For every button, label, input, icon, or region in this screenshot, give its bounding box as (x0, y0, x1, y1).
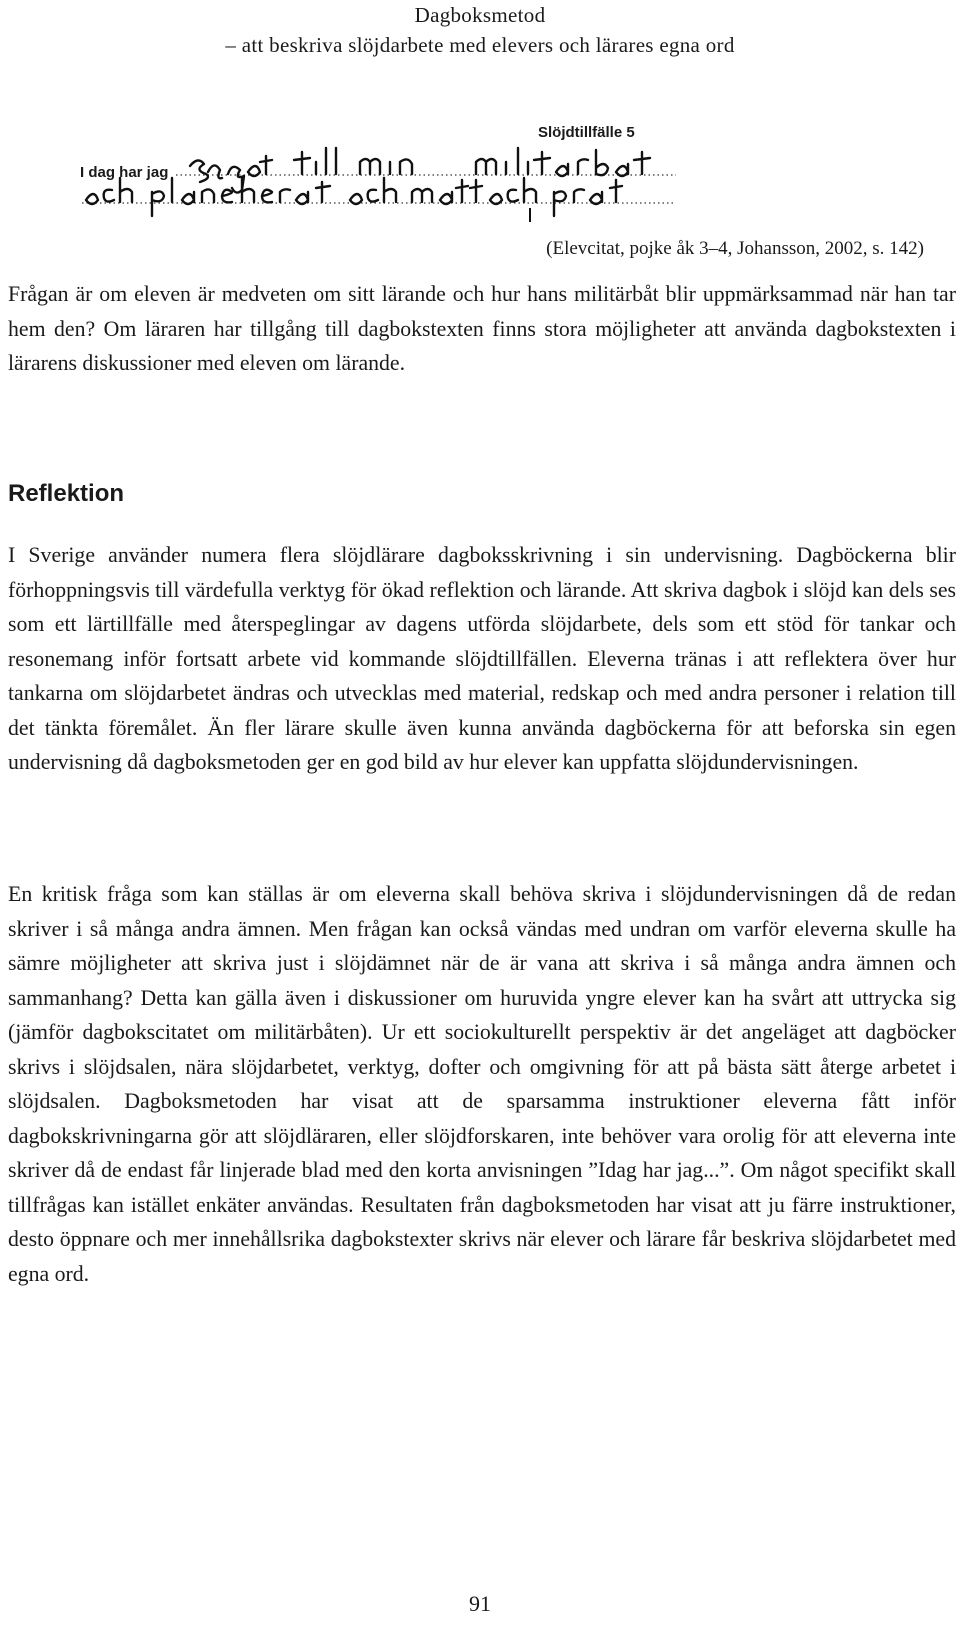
figure-caption: (Elevcitat, pojke åk 3–4, Johansson, 2002, s. 142) (546, 238, 924, 259)
body-paragraph-critical-question: En kritisk fråga som kan ställas är om eleverna skall behöva skriva i slöjdundervisningen då de redan skriver i så många andra ämnen. Men frågan kan också vändas med undran om varför eleverna skulle ha sämre möjligheter att skriva just i slöjdämnet när de är vana att skriva i så många andra ämnen och sammanhang? Detta kan gälla även i diskussioner om huruvida yngre elever kan ha svårt att uttrycka sig (jämför dagbokscitatet om militärbåten). Ur ett sociokulturellt perspektiv är det angeläget att dagböcker skrivs i slöjdsalen, nära slöjdarbetet, verktyg, dofter och omgivning för att på bästa sätt återge arbetet i slöjdsalen. Dagboksmetoden har visat att de sparsamma instruktioner eleverna fått inför dagbokskrivningarna gör att slöjdläraren, eller slöjdforskaren, inte behöver vara orolig för att eleverna inte skriver då de endast får linjerade blad med den korta anvisningen ”Idag har jag...”. Om något specifikt skall tillfrågas kan istället enkäter användas. Resultaten från dagboksmetoden har visat att ju färre instruktioner, desto öppnare och mer innehållsrika dagbokstexter skrivs när elever och lärare får beskriva slöjdarbetet med egna ord. (8, 882, 956, 1286)
page-number: 91 (469, 1591, 491, 1616)
section-heading: Reflektion (8, 480, 125, 507)
running-header-title: Dagboksmetod (414, 3, 546, 27)
body-paragraph-intro: Frågan är om eleven är medveten om sitt lärande och hur hans militärbåt blir uppmärksammad när han tar hem den? Om läraren har tillgång till dagbokstexten finns stora möjligheter att använda dagbokstexten i lärarens diskussioner med eleven om lärande. (8, 282, 956, 375)
body-paragraph-reflektion: I Sverige använder numera flera slöjdlärare dagboksskrivning i sin undervisning. Dagböckerna blir förhoppningsvis till värdefulla verktyg för ökad reflektion och lärande. Att skriva dagbok i slöjd kan dels ses som ett lärtillfälle med återspeglingar av dagens utförda slöjdarbete, dels som ett stöd för tankar och resonemang inför fortsatt arbete vid kommande slöjdtillfällen. Eleverna tränas i att reflektera över hur tankarna om slöjdarbetet ändras och utvecklas med material, redskap och med andra personer i relation till det tänkta föremålet. Än fler lärare skulle även kunna använda dagböckerna för att beforska sin egen undervisning då dagboksmetoden ger en god bild av hur elever kan uppfatta slöjdundervisningen. (8, 543, 956, 774)
running-header-subtitle: – att beskriva slöjdarbete med elevers och lärares egna ord (225, 33, 735, 57)
diary-prompt-label: I dag har jag (80, 164, 169, 181)
running-header (0, 0, 960, 60)
session-label: Slöjdtillfälle 5 (538, 124, 635, 141)
